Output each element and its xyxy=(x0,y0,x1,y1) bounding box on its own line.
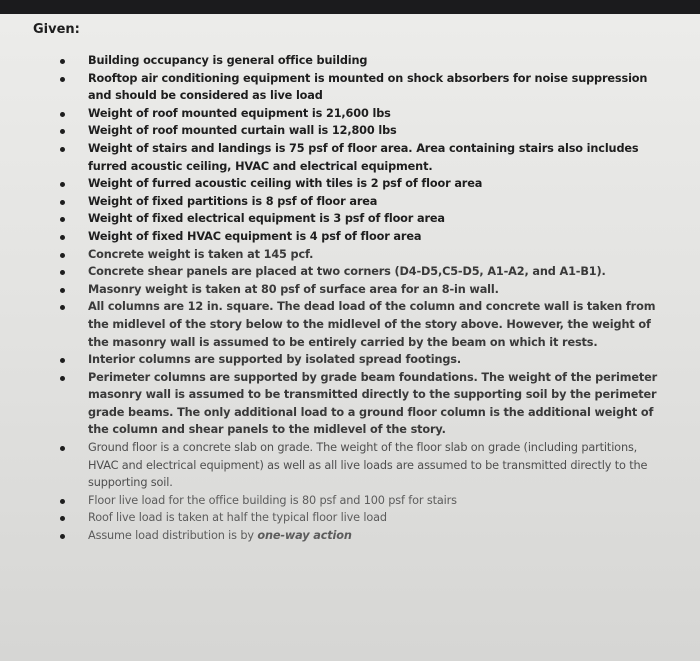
item-text: Weight of furred acoustic ceiling with tiles is 2 psf of floor area xyxy=(88,177,483,191)
bullet-icon xyxy=(60,253,65,258)
bullet-icon xyxy=(60,235,65,240)
list-item xyxy=(58,210,670,228)
item-text: Weight of stairs and landings is 75 psf of floor area. Area containing stairs also includes furred acoustic ceiling, HVAC and electrical equipment. xyxy=(88,141,639,173)
list-item xyxy=(58,105,670,123)
bullet-icon xyxy=(60,200,65,205)
bullet-icon xyxy=(60,147,65,152)
bullet-icon xyxy=(60,516,65,521)
item-text: Assume load distribution is by xyxy=(88,529,258,543)
bullet-icon xyxy=(60,499,65,504)
list-item xyxy=(58,228,670,246)
bullet-icon xyxy=(60,376,65,381)
item-text: Perimeter columns are supported by grade beam foundations. The weight of the perimeter masonry wall is assumed to be transmitted directly to the supporting soil by the perimeter grade beams. The only additional load to a ground floor column is the additional weight of the column and shear panels to the midlevel of the story. xyxy=(88,370,658,437)
bullet-icon xyxy=(60,446,65,451)
bullet-icon xyxy=(60,112,65,117)
list-item xyxy=(58,52,670,70)
bullet-icon xyxy=(60,534,65,539)
bullet-icon xyxy=(60,129,65,134)
item-text: Weight of fixed HVAC equipment is 4 psf of floor area xyxy=(88,229,422,243)
list-item xyxy=(58,246,670,264)
list-item xyxy=(58,369,670,439)
bullet-icon xyxy=(60,358,65,363)
bullet-icon xyxy=(60,59,65,64)
list-item xyxy=(58,122,670,140)
item-text: Roof live load is taken at half the typical floor live load xyxy=(88,511,387,525)
bullet-icon xyxy=(60,305,65,310)
bullet-icon xyxy=(60,270,65,275)
given-list xyxy=(58,52,670,545)
given-heading: Given: xyxy=(33,22,80,37)
item-text: Weight of fixed partitions is 8 psf of floor area xyxy=(88,194,378,208)
item-text: Concrete shear panels are placed at two corners (D4-D5,C5-D5, A1-A2, and A1-B1). xyxy=(88,265,606,279)
list-item xyxy=(58,492,670,510)
item-text: Weight of roof mounted curtain wall is 12,800 lbs xyxy=(88,124,397,138)
item-text: All columns are 12 in. square. The dead load of the column and concrete wall is taken from the midlevel of the story below to the midlevel of the story above. However, the weight of the masonry wall is assumed to be entirely carried by the beam on which it rests. xyxy=(88,300,656,349)
list-item xyxy=(58,527,670,545)
bullet-icon xyxy=(60,288,65,293)
list-item xyxy=(58,509,670,527)
list-item xyxy=(58,298,670,351)
document-page xyxy=(0,14,700,661)
item-text: Floor live load for the office building is 80 psf and 100 psf for stairs xyxy=(88,493,457,507)
bullet-icon xyxy=(60,77,65,82)
item-text: Rooftop air conditioning equipment is mounted on shock absorbers for noise suppression and should be considered as live load xyxy=(88,71,648,103)
list-item xyxy=(58,70,670,105)
item-text: Concrete weight is taken at 145 pcf. xyxy=(88,247,314,261)
bullet-icon xyxy=(60,217,65,222)
list-item xyxy=(58,281,670,299)
list-item xyxy=(58,193,670,211)
list-item xyxy=(58,439,670,492)
list-item xyxy=(58,351,670,369)
item-text: Ground floor is a concrete slab on grade. The weight of the floor slab on grade (including partitions, HVAC and electrical equipment) as well as all live loads are assumed to be transmitted directly to the supporting soil. xyxy=(88,441,648,490)
item-text: Weight of roof mounted equipment is 21,600 lbs xyxy=(88,106,391,120)
item-text: Building occupancy is general office building xyxy=(88,54,368,67)
item-text: Weight of fixed electrical equipment is 3 psf of floor area xyxy=(88,212,445,226)
bullet-icon xyxy=(60,182,65,187)
item-text: Interior columns are supported by isolated spread footings. xyxy=(88,353,462,367)
item-emphasis: one-way action xyxy=(257,529,352,543)
list-item xyxy=(58,263,670,281)
list-item xyxy=(58,140,670,175)
list-item xyxy=(58,175,670,193)
item-text: Masonry weight is taken at 80 psf of surface area for an 8-in wall. xyxy=(88,282,499,296)
